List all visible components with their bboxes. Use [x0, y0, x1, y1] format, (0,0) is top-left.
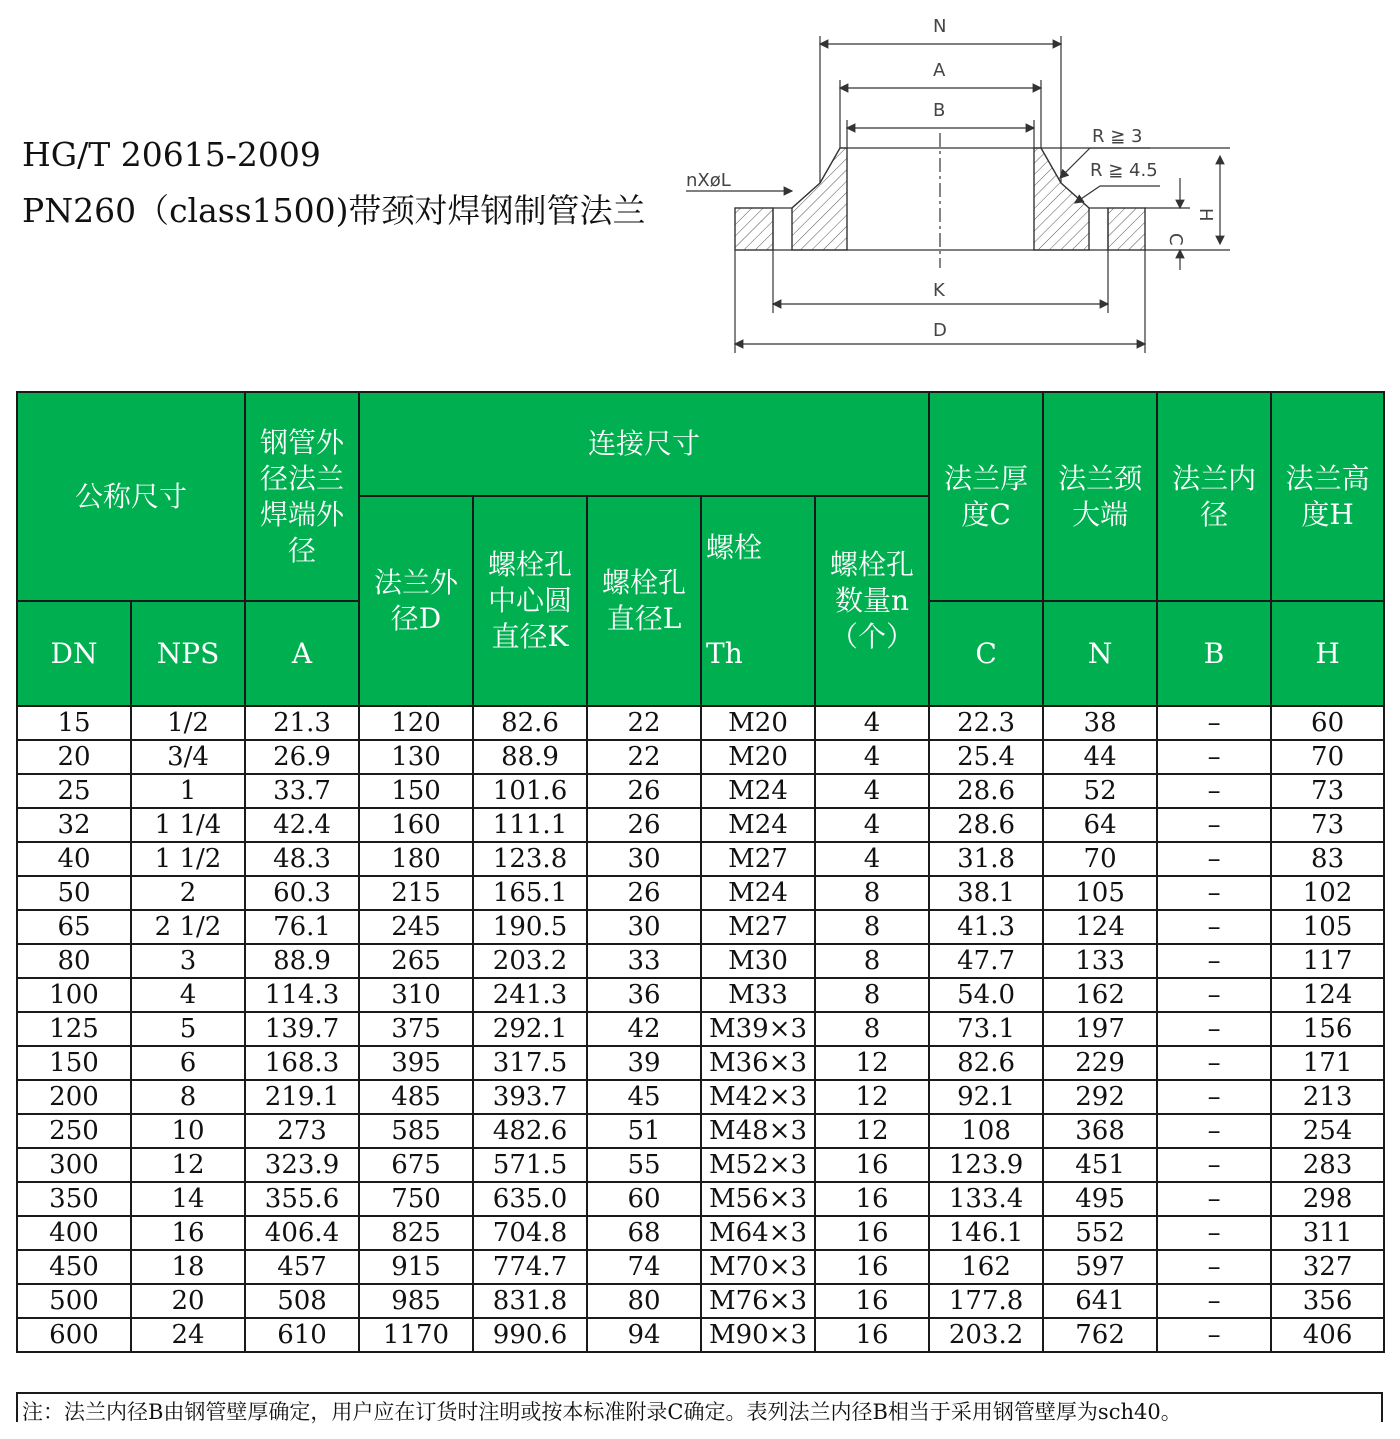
label-N: N — [933, 16, 947, 37]
cell-dn: 25 — [17, 774, 131, 808]
document-title: PN260（class1500)带颈对焊钢制管法兰 — [22, 191, 646, 230]
cell-pipe-od: 323.9 — [245, 1148, 359, 1182]
cell-neck: 124 — [1043, 910, 1157, 944]
cell-bore: – — [1157, 1080, 1271, 1114]
table-row — [17, 740, 1384, 774]
cell-bolt-circle: 393.7 — [473, 1080, 587, 1114]
cell-bore: – — [1157, 910, 1271, 944]
cell-bore: – — [1157, 774, 1271, 808]
cell-height: 298 — [1271, 1182, 1384, 1216]
cell-bolt-hole-dia: 22 — [587, 740, 701, 774]
cell-thickness: 82.6 — [929, 1046, 1043, 1080]
table-row — [17, 1148, 1384, 1182]
cell-bolt-count: 8 — [815, 910, 929, 944]
table-row — [17, 1182, 1384, 1216]
cell-pipe-od: 610 — [245, 1318, 359, 1352]
cell-bolt-count: 16 — [815, 1318, 929, 1352]
cell-thickness: 73.1 — [929, 1012, 1043, 1046]
cell-neck: 70 — [1043, 842, 1157, 876]
cell-dn: 350 — [17, 1182, 131, 1216]
table-row — [17, 808, 1384, 842]
cell-bolt-hole-dia: 80 — [587, 1284, 701, 1318]
cell-bolt-hole-dia: 60 — [587, 1182, 701, 1216]
cell-bolt-count: 4 — [815, 706, 929, 740]
cell-bolt-circle: 482.6 — [473, 1114, 587, 1148]
cell-bolt-size: M90×3 — [701, 1318, 815, 1352]
cell-flange-od: 825 — [359, 1216, 473, 1250]
cell-nps: 2 1/2 — [131, 910, 245, 944]
table-row — [17, 774, 1384, 808]
cell-thickness: 203.2 — [929, 1318, 1043, 1352]
cell-thickness: 22.3 — [929, 706, 1043, 740]
diagram-labels — [686, 16, 1216, 341]
cell-bolt-hole-dia: 30 — [587, 910, 701, 944]
cell-dn: 600 — [17, 1318, 131, 1352]
cell-pipe-od: 21.3 — [245, 706, 359, 740]
cell-bolt-circle: 88.9 — [473, 740, 587, 774]
cell-pipe-od: 76.1 — [245, 910, 359, 944]
cell-height: 73 — [1271, 808, 1384, 842]
cell-neck: 368 — [1043, 1114, 1157, 1148]
cell-bolt-size: M42×3 — [701, 1080, 815, 1114]
cell-nps: 24 — [131, 1318, 245, 1352]
cell-flange-od: 375 — [359, 1012, 473, 1046]
cell-bolt-circle: 635.0 — [473, 1182, 587, 1216]
cell-flange-od: 160 — [359, 808, 473, 842]
cell-dn: 150 — [17, 1046, 131, 1080]
cell-bolt-size: M30 — [701, 944, 815, 978]
cell-bolt-size: M48×3 — [701, 1114, 815, 1148]
cell-bore: – — [1157, 1182, 1271, 1216]
cell-bolt-circle: 190.5 — [473, 910, 587, 944]
cell-pipe-od: 273 — [245, 1114, 359, 1148]
cell-neck: 133 — [1043, 944, 1157, 978]
cell-bolt-count: 16 — [815, 1250, 929, 1284]
header-bolt-count: 螺栓孔数量n（个） — [815, 496, 929, 706]
cell-nps: 2 — [131, 876, 245, 910]
table-row — [17, 1284, 1384, 1318]
cell-thickness: 28.6 — [929, 808, 1043, 842]
cell-thickness: 31.8 — [929, 842, 1043, 876]
cell-bolt-count: 4 — [815, 774, 929, 808]
table-row — [17, 1046, 1384, 1080]
header-bolt-circle: 螺栓孔中心圆直径K — [473, 496, 587, 706]
cell-dn: 200 — [17, 1080, 131, 1114]
cell-nps: 8 — [131, 1080, 245, 1114]
label-r3: R ≧ 3 — [1092, 126, 1143, 147]
cell-height: 356 — [1271, 1284, 1384, 1318]
cell-neck: 552 — [1043, 1216, 1157, 1250]
cell-height: 117 — [1271, 944, 1384, 978]
cell-pipe-od: 33.7 — [245, 774, 359, 808]
cell-nps: 18 — [131, 1250, 245, 1284]
cell-pipe-od: 139.7 — [245, 1012, 359, 1046]
cell-thickness: 108 — [929, 1114, 1043, 1148]
label-K: K — [933, 280, 945, 301]
cell-bolt-size: M27 — [701, 910, 815, 944]
cell-thickness: 41.3 — [929, 910, 1043, 944]
header-flange-od: 法兰外径D — [359, 496, 473, 706]
cell-bolt-size: M20 — [701, 706, 815, 740]
table-row — [17, 944, 1384, 978]
cell-height: 406 — [1271, 1318, 1384, 1352]
table-row — [17, 842, 1384, 876]
cell-neck: 229 — [1043, 1046, 1157, 1080]
cell-bolt-size: M20 — [701, 740, 815, 774]
header-n: N — [1043, 601, 1157, 706]
cell-bore: – — [1157, 842, 1271, 876]
cell-bolt-count: 8 — [815, 944, 929, 978]
label-D: D — [933, 320, 947, 341]
cell-nps: 6 — [131, 1046, 245, 1080]
cell-neck: 597 — [1043, 1250, 1157, 1284]
header-bolt-symbol: Th — [706, 637, 743, 670]
cell-flange-od: 485 — [359, 1080, 473, 1114]
cell-flange-od: 120 — [359, 706, 473, 740]
cell-pipe-od: 457 — [245, 1250, 359, 1284]
header-nps: NPS — [131, 601, 245, 706]
cell-thickness: 133.4 — [929, 1182, 1043, 1216]
cell-bore: – — [1157, 876, 1271, 910]
table-row — [17, 1250, 1384, 1284]
cell-bolt-hole-dia: 36 — [587, 978, 701, 1012]
cell-bore: – — [1157, 1216, 1271, 1250]
cell-neck: 451 — [1043, 1148, 1157, 1182]
table-bottom-rule — [16, 1392, 1383, 1394]
cell-bolt-hole-dia: 55 — [587, 1148, 701, 1182]
cell-height: 213 — [1271, 1080, 1384, 1114]
cell-bolt-size: M70×3 — [701, 1250, 815, 1284]
cell-dn: 50 — [17, 876, 131, 910]
cell-nps: 5 — [131, 1012, 245, 1046]
cell-height: 105 — [1271, 910, 1384, 944]
cell-bolt-hole-dia: 94 — [587, 1318, 701, 1352]
header-connection: 连接尺寸 — [359, 392, 929, 496]
cell-dn: 32 — [17, 808, 131, 842]
cell-bolt-size: M27 — [701, 842, 815, 876]
cell-bolt-size: M52×3 — [701, 1148, 815, 1182]
cell-flange-od: 130 — [359, 740, 473, 774]
cell-neck: 641 — [1043, 1284, 1157, 1318]
cell-bolt-hole-dia: 51 — [587, 1114, 701, 1148]
cell-bolt-circle: 241.3 — [473, 978, 587, 1012]
cell-bore: – — [1157, 978, 1271, 1012]
cell-nps: 12 — [131, 1148, 245, 1182]
cell-neck: 197 — [1043, 1012, 1157, 1046]
cell-neck: 495 — [1043, 1182, 1157, 1216]
header-dn: DN — [17, 601, 131, 706]
cell-bolt-count: 8 — [815, 978, 929, 1012]
cell-bolt-circle: 571.5 — [473, 1148, 587, 1182]
cell-bore: – — [1157, 1114, 1271, 1148]
cell-bolt-count: 16 — [815, 1216, 929, 1250]
cell-thickness: 25.4 — [929, 740, 1043, 774]
standard-code: HG/T 20615-2009 — [22, 135, 321, 174]
cell-flange-od: 150 — [359, 774, 473, 808]
label-A: A — [933, 60, 946, 81]
cell-height: 102 — [1271, 876, 1384, 910]
table-row — [17, 1080, 1384, 1114]
cell-bore: – — [1157, 1046, 1271, 1080]
cell-nps: 1 — [131, 774, 245, 808]
cell-neck: 162 — [1043, 978, 1157, 1012]
cell-flange-od: 1170 — [359, 1318, 473, 1352]
cell-bore: – — [1157, 1250, 1271, 1284]
cell-flange-od: 395 — [359, 1046, 473, 1080]
note-left-border — [16, 1392, 18, 1422]
table-row — [17, 910, 1384, 944]
cell-bolt-count: 8 — [815, 1012, 929, 1046]
cell-flange-od: 585 — [359, 1114, 473, 1148]
cell-height: 171 — [1271, 1046, 1384, 1080]
cell-bolt-hole-dia: 42 — [587, 1012, 701, 1046]
cell-dn: 15 — [17, 706, 131, 740]
cell-thickness: 146.1 — [929, 1216, 1043, 1250]
cell-pipe-od: 508 — [245, 1284, 359, 1318]
cell-bolt-count: 16 — [815, 1284, 929, 1318]
cell-dn: 250 — [17, 1114, 131, 1148]
cell-flange-od: 215 — [359, 876, 473, 910]
cell-bolt-circle: 831.8 — [473, 1284, 587, 1318]
cell-bolt-count: 4 — [815, 842, 929, 876]
cell-dn: 20 — [17, 740, 131, 774]
table-row — [17, 1012, 1384, 1046]
cell-flange-od: 985 — [359, 1284, 473, 1318]
cell-bolt-count: 8 — [815, 876, 929, 910]
cell-bolt-count: 4 — [815, 808, 929, 842]
cell-bolt-size: M39×3 — [701, 1012, 815, 1046]
table-row — [17, 706, 1384, 740]
cell-neck: 292 — [1043, 1080, 1157, 1114]
cell-dn: 80 — [17, 944, 131, 978]
cell-bolt-count: 12 — [815, 1114, 929, 1148]
header-h: H — [1271, 601, 1384, 706]
header-c: C — [929, 601, 1043, 706]
cell-nps: 14 — [131, 1182, 245, 1216]
cell-bolt-circle: 165.1 — [473, 876, 587, 910]
note-right-border — [1381, 1392, 1383, 1422]
label-B: B — [933, 100, 946, 121]
cell-flange-od: 675 — [359, 1148, 473, 1182]
cell-height: 283 — [1271, 1148, 1384, 1182]
table-row — [17, 1114, 1384, 1148]
cell-height: 60 — [1271, 706, 1384, 740]
cell-neck: 38 — [1043, 706, 1157, 740]
cell-nps: 3/4 — [131, 740, 245, 774]
cell-bolt-hole-dia: 30 — [587, 842, 701, 876]
cell-height: 73 — [1271, 774, 1384, 808]
cell-thickness: 177.8 — [929, 1284, 1043, 1318]
cell-nps: 16 — [131, 1216, 245, 1250]
label-r45: R ≧ 4.5 — [1090, 160, 1158, 181]
cell-pipe-od: 88.9 — [245, 944, 359, 978]
cell-dn: 125 — [17, 1012, 131, 1046]
cell-bore: – — [1157, 808, 1271, 842]
cell-bolt-circle: 123.8 — [473, 842, 587, 876]
cell-dn: 65 — [17, 910, 131, 944]
cell-bolt-hole-dia: 26 — [587, 774, 701, 808]
cell-bolt-hole-dia: 39 — [587, 1046, 701, 1080]
table-row — [17, 1318, 1384, 1352]
cell-thickness: 123.9 — [929, 1148, 1043, 1182]
cell-bolt-circle: 292.1 — [473, 1012, 587, 1046]
cell-bolt-circle: 317.5 — [473, 1046, 587, 1080]
header-a: A — [245, 601, 359, 706]
header-bore: 法兰内径 — [1157, 392, 1271, 601]
cell-bolt-circle: 704.8 — [473, 1216, 587, 1250]
cell-flange-od: 915 — [359, 1250, 473, 1284]
cell-bolt-hole-dia: 26 — [587, 876, 701, 910]
cell-height: 254 — [1271, 1114, 1384, 1148]
cell-thickness: 92.1 — [929, 1080, 1043, 1114]
cell-bore: – — [1157, 706, 1271, 740]
cell-neck: 52 — [1043, 774, 1157, 808]
header-thickness: 法兰厚度C — [929, 392, 1043, 601]
cell-nps: 4 — [131, 978, 245, 1012]
header-bolt — [701, 496, 815, 706]
cell-bolt-count: 16 — [815, 1182, 929, 1216]
cell-height: 311 — [1271, 1216, 1384, 1250]
cell-neck: 762 — [1043, 1318, 1157, 1352]
cell-bore: – — [1157, 1318, 1271, 1352]
cell-bolt-circle: 203.2 — [473, 944, 587, 978]
cell-pipe-od: 168.3 — [245, 1046, 359, 1080]
header-height: 法兰高度H — [1271, 392, 1384, 601]
header-pipe-od: 钢管外径法兰焊端外径 — [245, 392, 359, 601]
cell-bolt-circle: 990.6 — [473, 1318, 587, 1352]
cell-bore: – — [1157, 740, 1271, 774]
cell-dn: 500 — [17, 1284, 131, 1318]
cell-height: 327 — [1271, 1250, 1384, 1284]
cell-bolt-circle: 774.7 — [473, 1250, 587, 1284]
cell-flange-od: 750 — [359, 1182, 473, 1216]
cell-height: 70 — [1271, 740, 1384, 774]
cell-pipe-od: 219.1 — [245, 1080, 359, 1114]
cell-nps: 1/2 — [131, 706, 245, 740]
cell-height: 83 — [1271, 842, 1384, 876]
cell-nps: 10 — [131, 1114, 245, 1148]
header-neck: 法兰颈大端 — [1043, 392, 1157, 601]
cell-flange-od: 245 — [359, 910, 473, 944]
cell-bolt-count: 4 — [815, 740, 929, 774]
cell-bolt-size: M24 — [701, 876, 815, 910]
cell-thickness: 47.7 — [929, 944, 1043, 978]
cell-bolt-hole-dia: 26 — [587, 808, 701, 842]
cell-nps: 20 — [131, 1284, 245, 1318]
cell-bolt-hole-dia: 68 — [587, 1216, 701, 1250]
cell-bolt-size: M56×3 — [701, 1182, 815, 1216]
cell-bore: – — [1157, 944, 1271, 978]
cell-bolt-circle: 101.6 — [473, 774, 587, 808]
cell-flange-od: 180 — [359, 842, 473, 876]
cell-nps: 1 1/4 — [131, 808, 245, 842]
label-H: H — [1195, 208, 1216, 222]
cell-bolt-size: M64×3 — [701, 1216, 815, 1250]
cell-bolt-size: M36×3 — [701, 1046, 815, 1080]
cell-bore: – — [1157, 1284, 1271, 1318]
cell-bore: – — [1157, 1012, 1271, 1046]
cell-bolt-circle: 82.6 — [473, 706, 587, 740]
cell-flange-od: 265 — [359, 944, 473, 978]
cell-bolt-count: 12 — [815, 1080, 929, 1114]
cell-pipe-od: 26.9 — [245, 740, 359, 774]
cell-dn: 100 — [17, 978, 131, 1012]
cell-neck: 64 — [1043, 808, 1157, 842]
cell-thickness: 162 — [929, 1250, 1043, 1284]
cell-neck: 105 — [1043, 876, 1157, 910]
footnote: 注：法兰内径B由钢管壁厚确定，用户应在订货时注明或按本标准附录C确定。表列法兰内径B相当于采用钢管壁厚为sch40。 — [22, 1400, 1182, 1424]
cell-bolt-size: M76×3 — [701, 1284, 815, 1318]
cell-nps: 1 1/2 — [131, 842, 245, 876]
cell-thickness: 54.0 — [929, 978, 1043, 1012]
cell-nps: 3 — [131, 944, 245, 978]
table-row — [17, 876, 1384, 910]
dimension-lines — [686, 36, 1230, 353]
cell-bolt-size: M24 — [701, 808, 815, 842]
cell-thickness: 28.6 — [929, 774, 1043, 808]
cell-dn: 450 — [17, 1250, 131, 1284]
header-b: B — [1157, 601, 1271, 706]
cell-bolt-hole-dia: 33 — [587, 944, 701, 978]
cell-bolt-size: M33 — [701, 978, 815, 1012]
cell-neck: 44 — [1043, 740, 1157, 774]
cell-bore: – — [1157, 1148, 1271, 1182]
cell-bolt-circle: 111.1 — [473, 808, 587, 842]
cell-bolt-hole-dia: 45 — [587, 1080, 701, 1114]
cell-bolt-count: 16 — [815, 1148, 929, 1182]
cell-bolt-size: M24 — [701, 774, 815, 808]
cell-bolt-hole-dia: 22 — [587, 706, 701, 740]
table-row — [17, 978, 1384, 1012]
cell-thickness: 38.1 — [929, 876, 1043, 910]
flange-spec-table — [16, 391, 1385, 1353]
cell-pipe-od: 406.4 — [245, 1216, 359, 1250]
header-bolt-hole-dia: 螺栓孔直径L — [587, 496, 701, 706]
cell-height: 124 — [1271, 978, 1384, 1012]
cell-pipe-od: 114.3 — [245, 978, 359, 1012]
flange-diagram — [680, 8, 1216, 353]
cell-flange-od: 310 — [359, 978, 473, 1012]
table-row — [17, 1216, 1384, 1250]
header-nominal-size: 公称尺寸 — [17, 392, 245, 601]
cell-height: 156 — [1271, 1012, 1384, 1046]
cell-pipe-od: 355.6 — [245, 1182, 359, 1216]
cell-dn: 400 — [17, 1216, 131, 1250]
cell-dn: 300 — [17, 1148, 131, 1182]
cell-dn: 40 — [17, 842, 131, 876]
label-nxl: nXøL — [686, 170, 731, 191]
cell-bolt-hole-dia: 74 — [587, 1250, 701, 1284]
header-bolt-name: 螺栓 — [706, 531, 763, 564]
cell-pipe-od: 42.4 — [245, 808, 359, 842]
cell-pipe-od: 48.3 — [245, 842, 359, 876]
cell-bolt-count: 12 — [815, 1046, 929, 1080]
cell-pipe-od: 60.3 — [245, 876, 359, 910]
label-C: C — [1165, 233, 1186, 246]
